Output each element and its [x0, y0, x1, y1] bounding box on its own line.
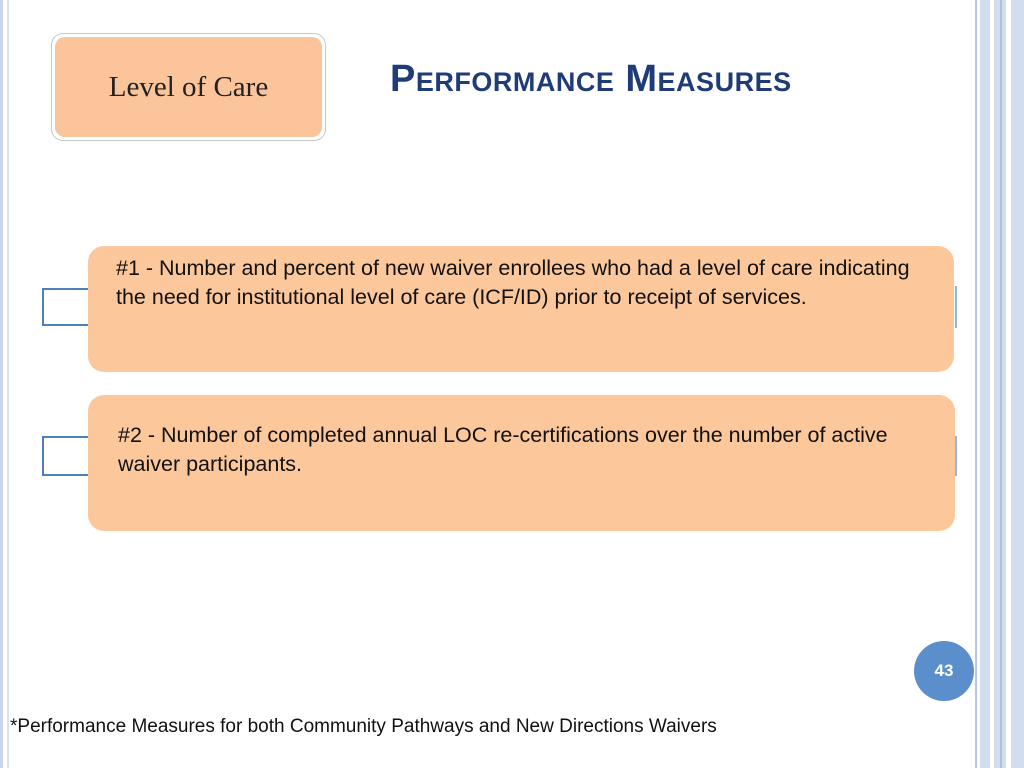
page-number: 43	[934, 661, 954, 680]
slide-frame-right-band	[980, 0, 1024, 768]
slide-frame-stripe	[1006, 0, 1011, 768]
slide-frame-left-line-inner	[7, 0, 9, 768]
performance-measure-text: #1 - Number and percent of new waiver enrollees who had a level of care indicating the need for institutional level of care (ICF/ID) prior to receipt of services.	[116, 256, 910, 309]
page-number-badge	[914, 641, 974, 701]
slide-title: Performance Measures	[390, 58, 792, 100]
footnote: *Performance Measures for both Community Pathways and New Directions Waivers	[10, 716, 717, 737]
connector-tick	[955, 436, 957, 476]
slide-frame-right-line	[975, 0, 977, 768]
performance-measure-box-2	[88, 395, 955, 531]
slide-frame-stripe	[1000, 0, 1002, 768]
performance-measure-box-1	[88, 246, 954, 372]
slide-frame-left-line	[0, 0, 3, 768]
connector-tick	[955, 286, 957, 328]
connector-bracket	[42, 436, 90, 476]
connector-bracket	[42, 288, 90, 326]
slide-frame-stripe	[990, 0, 994, 768]
level-of-care-badge	[55, 37, 322, 137]
performance-measure-text: #2 - Number of completed annual LOC re-certifications over the number of active waiver participants.	[118, 423, 888, 476]
level-of-care-badge-label: Level of Care	[108, 70, 269, 103]
